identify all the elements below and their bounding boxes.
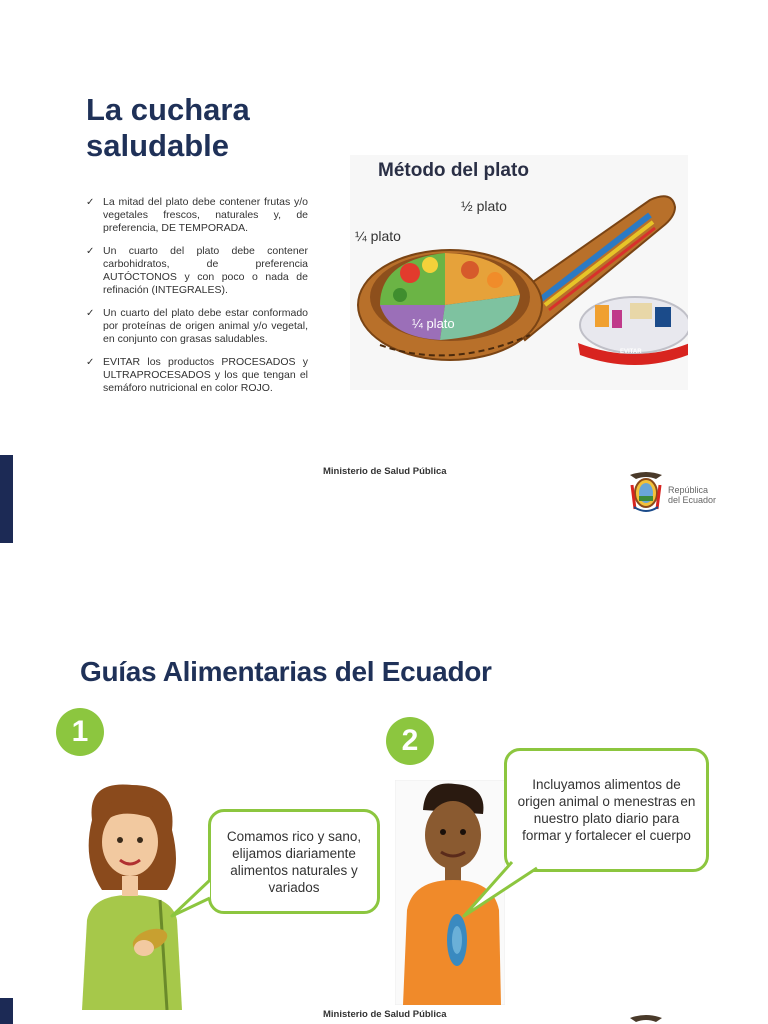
bullet-text: Un cuarto del plato debe estar conformado por proteínas de origen animal y/o vegetal, en conjunto con grasas saludables. bbox=[103, 307, 308, 345]
checkmark-icon: ✓ bbox=[86, 357, 95, 368]
guide-speech-bubble bbox=[504, 748, 709, 872]
ministry-label: Ministerio de Salud Pública bbox=[323, 1009, 447, 1020]
list-item bbox=[86, 307, 308, 346]
bullet-list bbox=[86, 196, 308, 405]
ecuador-coat-of-arms-icon bbox=[626, 469, 666, 515]
ministry-label: Ministerio de Salud Pública bbox=[323, 466, 447, 477]
guide-text: Comamos rico y sano, elijamos diariamente alimentos naturales y variados bbox=[226, 828, 362, 895]
bullet-text: EVITAR los productos PROCESADOS y ULTRAPROCESADOS y los que tengan el semáforo nutricional en color ROJO. bbox=[103, 356, 308, 394]
slide-title bbox=[86, 92, 346, 164]
checkmark-icon: ✓ bbox=[86, 197, 95, 208]
list-item bbox=[86, 245, 308, 297]
republic-line: del Ecuador bbox=[668, 495, 717, 505]
bullet-text: La mitad del plato debe contener frutas y/o vegetales frescos, naturales y, de preferencia, DE TEMPORADA. bbox=[103, 196, 308, 234]
checkmark-icon: ✓ bbox=[86, 308, 95, 319]
quarter-plate-inner-label: ¼ plato bbox=[412, 316, 455, 331]
title-line: La cuchara bbox=[86, 92, 250, 127]
guide-text: Incluyamos alimentos de origen animal o menestras en nuestro plato diario para formar y fortalecer el cuerpo bbox=[517, 777, 696, 843]
speech-bubble-tail bbox=[170, 878, 215, 918]
title-line: saludable bbox=[86, 128, 229, 163]
slide-accent-bar bbox=[0, 998, 13, 1024]
plate-method-title: Método del plato bbox=[378, 160, 529, 181]
bullet-text: Un cuarto del plato debe contener carbohidratos, de preferencia AUTÓCTONOS y con poco o nada de refinación (INTEGRALES). bbox=[103, 245, 308, 296]
evitar-label: EVITAR bbox=[620, 349, 642, 355]
slide-title: Guías Alimentarias del Ecuador bbox=[80, 656, 492, 687]
republic-line: República bbox=[668, 485, 709, 495]
guide-speech-bubble bbox=[208, 809, 380, 914]
republic-label bbox=[668, 485, 716, 505]
guide-number-badge: 1 bbox=[56, 708, 104, 756]
slide-accent-bar bbox=[0, 455, 13, 543]
guide-number-badge: 2 bbox=[386, 717, 434, 765]
checkmark-icon: ✓ bbox=[86, 246, 95, 257]
half-plate-label: ½ plato bbox=[461, 198, 507, 214]
ecuador-coat-of-arms-icon bbox=[626, 1012, 666, 1024]
list-item bbox=[86, 196, 308, 235]
list-item bbox=[86, 356, 308, 395]
slide-separator bbox=[0, 560, 768, 600]
quarter-plate-label: ¼ plato bbox=[355, 228, 401, 244]
speech-bubble-tail bbox=[462, 860, 542, 920]
